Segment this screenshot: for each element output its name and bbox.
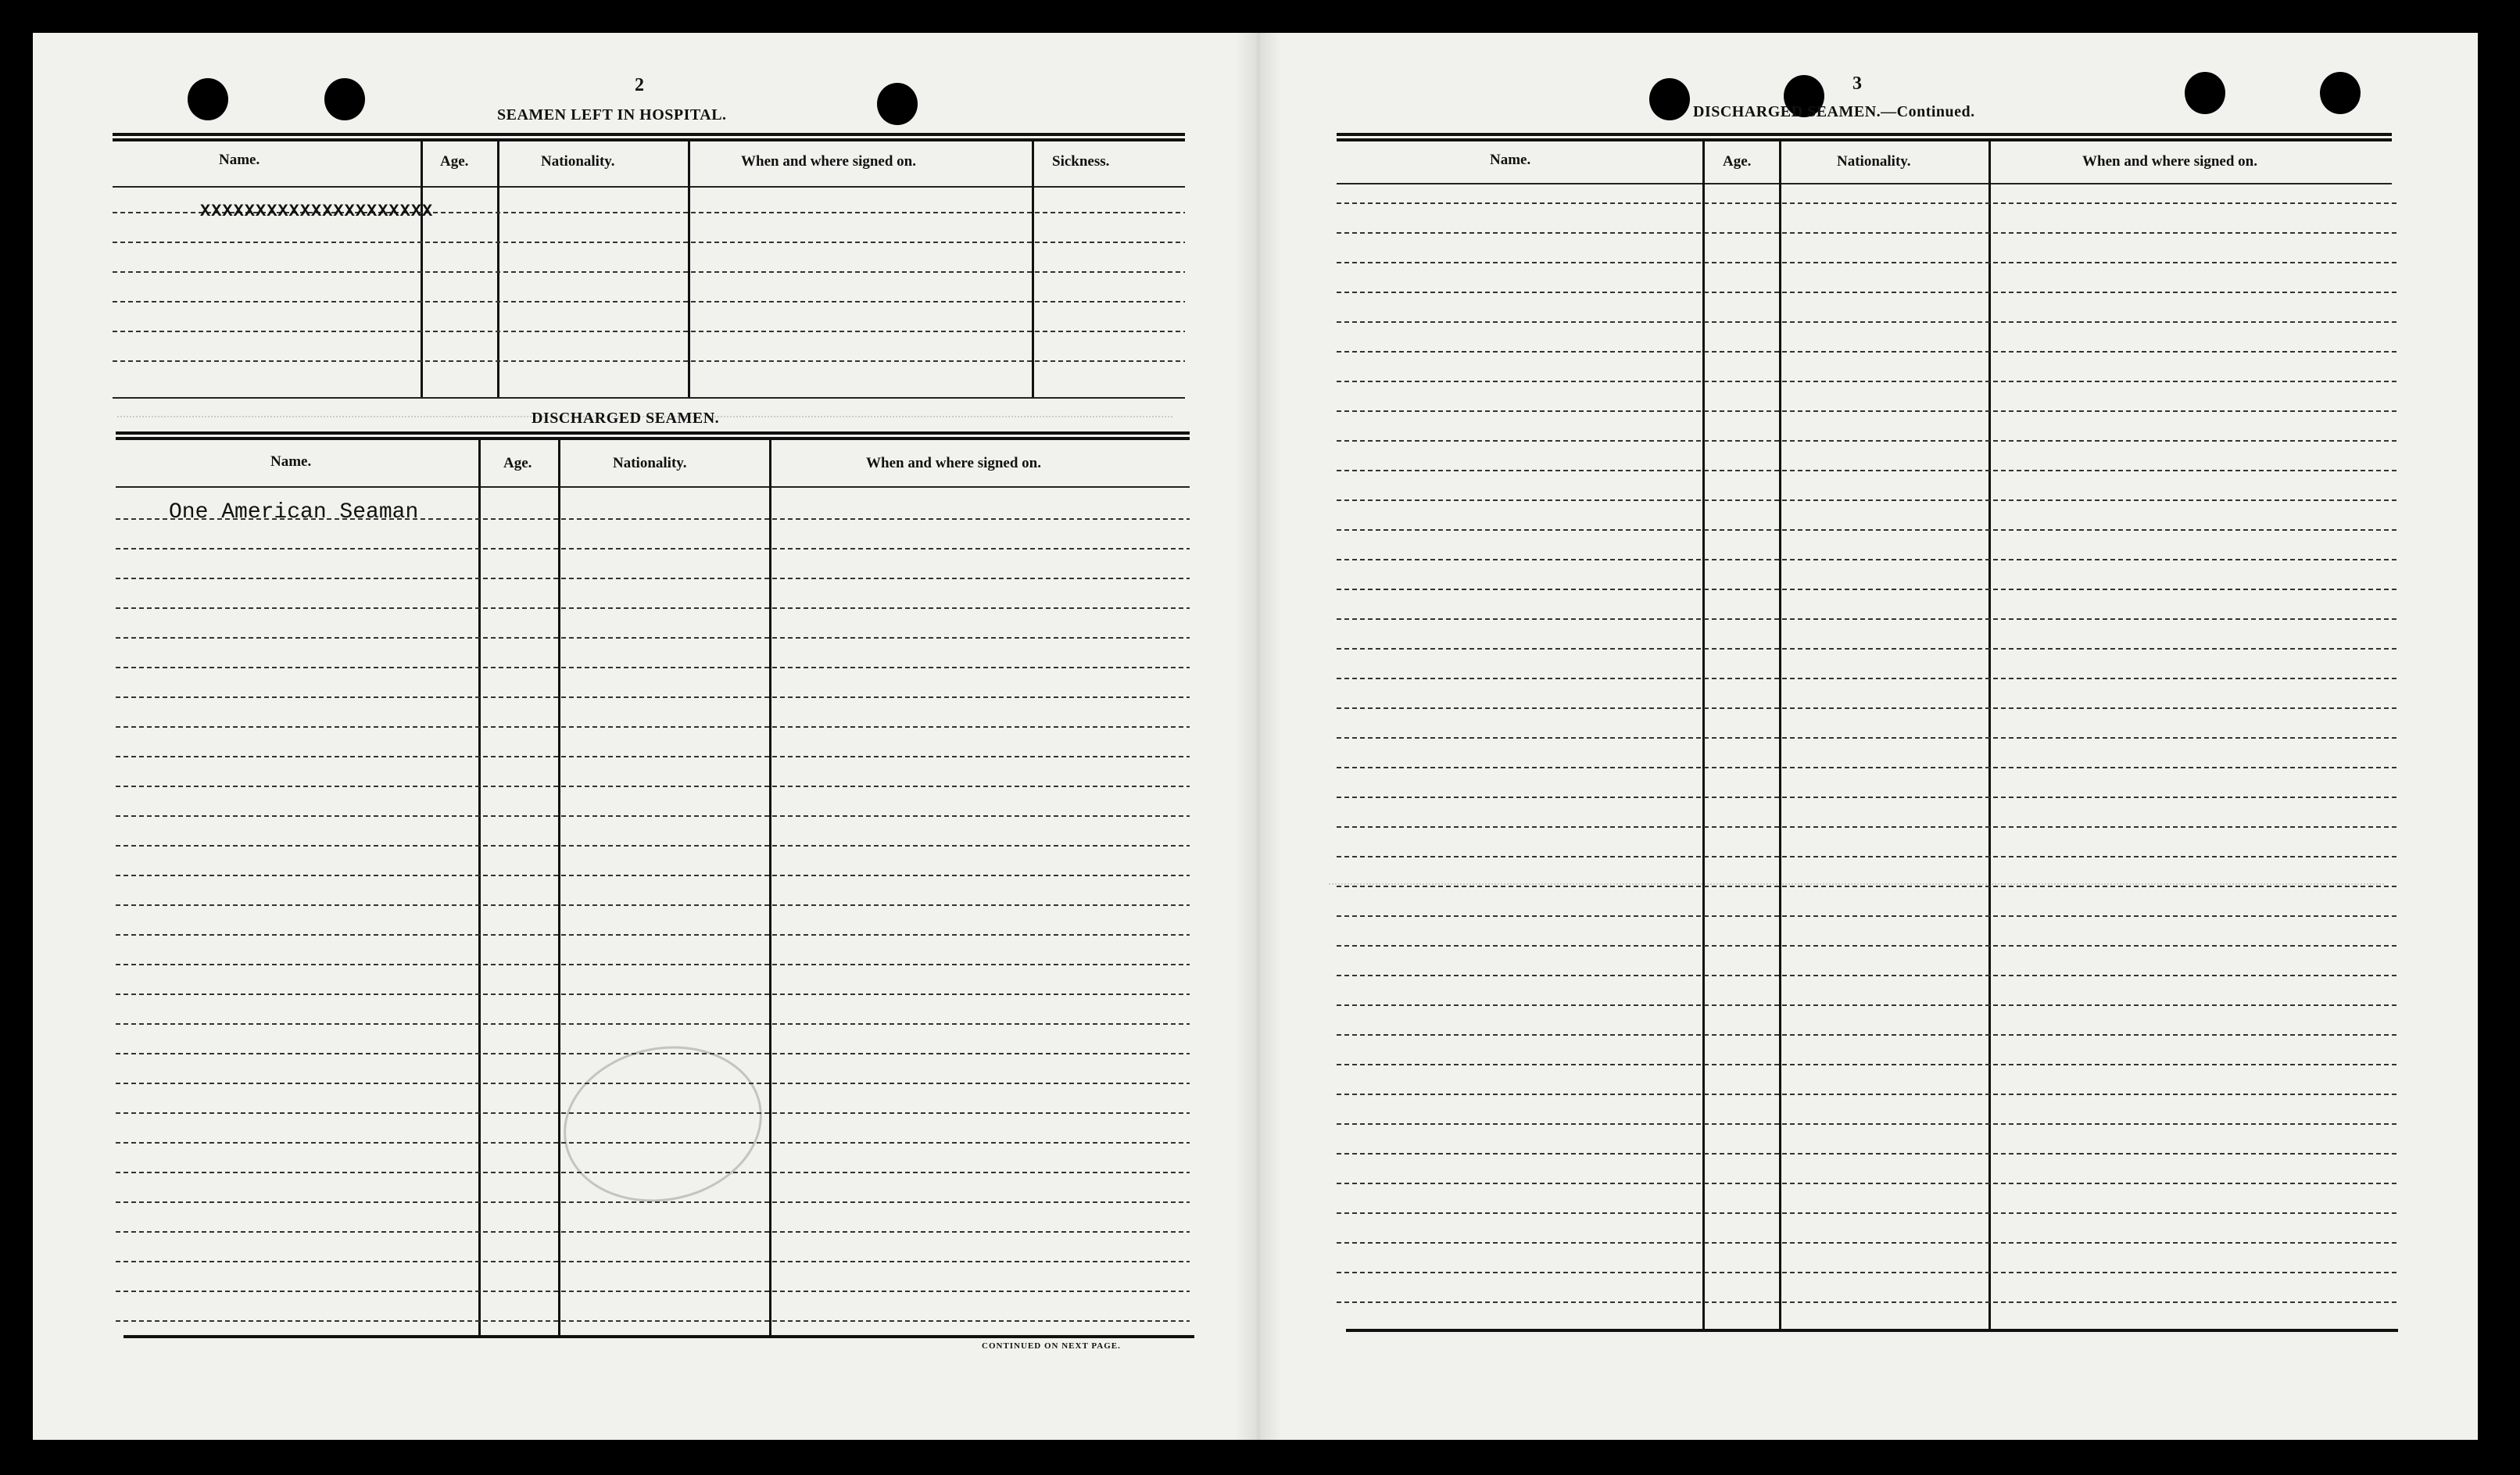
discharged-entry-name: One American Seaman: [169, 500, 419, 524]
discharged-header-name: Name.: [270, 453, 312, 470]
discharged-header-signed-on: When and where signed on.: [866, 455, 1042, 471]
discharged-section-title: DISCHARGED SEAMEN.: [532, 410, 720, 427]
page-fold: [1235, 33, 1282, 1440]
hospital-header-nationality: Nationality.: [541, 153, 615, 170]
discharged-ruled-lines: [116, 486, 1190, 1335]
hospital-header-sickness: Sickness.: [1052, 153, 1110, 170]
hospital-header-name: Name.: [219, 152, 260, 168]
punch-hole: [2320, 72, 2361, 114]
right-header-age: Age.: [1723, 153, 1752, 170]
punch-hole: [877, 83, 918, 125]
page-number-left: 2: [635, 75, 644, 95]
right-top-rule: [1337, 133, 2392, 136]
hospital-header-signed-on: When and where signed on.: [741, 153, 917, 170]
hospital-header-age: Age.: [440, 153, 469, 170]
right-ruled-lines: [1337, 183, 2407, 1329]
discharged-top-rule: [116, 431, 1190, 435]
right-header-signed-on: When and where signed on.: [2082, 153, 2258, 170]
hospital-bottom-rule: [113, 397, 1185, 399]
hospital-top-rule: [113, 133, 1185, 136]
right-header-name: Name.: [1490, 152, 1531, 168]
discharged-top-rule-2: [116, 437, 1190, 440]
punch-hole: [2185, 72, 2225, 114]
discharged-header-age: Age.: [503, 455, 532, 471]
right-bottom-rule: [1346, 1329, 2398, 1332]
punch-hole: [188, 78, 228, 120]
hospital-top-rule-2: [113, 138, 1185, 141]
discharged-bottom-rule: [123, 1335, 1194, 1338]
right-top-rule-2: [1337, 138, 2392, 141]
right-header-nationality: Nationality.: [1837, 153, 1911, 170]
punch-hole: [1649, 78, 1690, 120]
punch-hole: [324, 78, 365, 120]
page-number-right: 3: [1852, 73, 1862, 94]
hospital-section-title: SEAMEN LEFT IN HOSPITAL.: [497, 106, 727, 124]
continued-footer: CONTINUED ON NEXT PAGE.: [982, 1341, 1121, 1351]
hospital-struck-entry: XXXXXXXXXXXXXXXXXXXXX: [200, 202, 434, 221]
right-section-title: DISCHARGED SEAMEN.—Continued.: [1693, 103, 1975, 120]
discharged-header-nationality: Nationality.: [613, 455, 687, 471]
